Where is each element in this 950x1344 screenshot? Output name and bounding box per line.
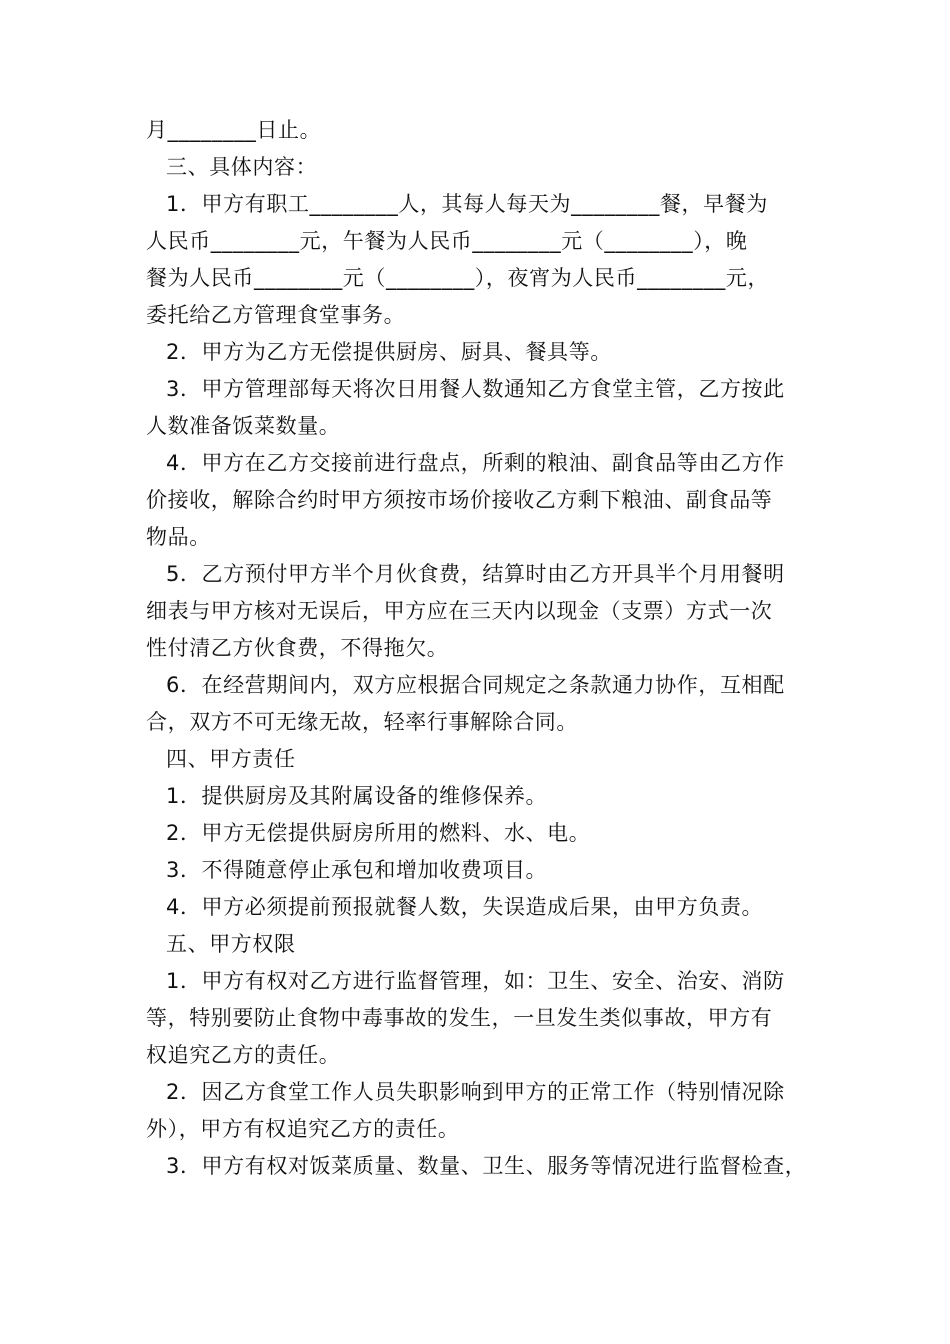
text-line: 3．甲方管理部每天将次日用餐人数通知乙方食堂主管，乙方按此: [166, 377, 785, 401]
text-line: 3．甲方有权对饭菜质量、数量、卫生、服务等情况进行监督检查，: [166, 1154, 807, 1178]
text-line: 1．甲方有职工________人，其每人每天为________餐，早餐为: [166, 192, 768, 216]
text-line: 委托给乙方管理食堂事务。: [146, 303, 406, 327]
text-line: 价接收，解除合约时甲方须按市场价接收乙方剩下粮油、副食品等: [146, 488, 773, 512]
text-line: 等，特别要防止食物中毒事故的发生，一旦发生类似事故，甲方有: [146, 1006, 773, 1030]
text-line: 餐为人民币________元（________），夜宵为人民币________元，: [146, 266, 770, 290]
text-line: 权追究乙方的责任。: [146, 1043, 341, 1067]
text-line: 细表与甲方核对无误后，甲方应在三天内以现金（支票）方式一次: [146, 599, 773, 623]
text-line: 2．甲方无偿提供厨房所用的燃料、水、电。: [166, 821, 591, 845]
text-line: 性付清乙方伙食费，不得拖欠。: [146, 636, 449, 660]
section-heading: 四、甲方责任: [166, 747, 296, 771]
text-line: 4．甲方在乙方交接前进行盘点，所剩的粮油、副食品等由乙方作: [166, 451, 785, 475]
text-line: 1．甲方有权对乙方进行监督管理，如：卫生、安全、治安、消防: [166, 969, 785, 993]
text-line: 人民币________元，午餐为人民币________元（________），晚: [146, 229, 748, 253]
text-line: 合，双方不可无缘无故，轻率行事解除合同。: [146, 710, 578, 734]
text-line: 4．甲方必须提前预报就餐人数，失误造成后果，由甲方负责。: [166, 895, 764, 919]
text-line: 物品。: [146, 525, 211, 549]
text-line: 2．甲方为乙方无偿提供厨房、厨具、餐具等。: [166, 340, 612, 364]
text-line: 5．乙方预付甲方半个月伙食费，结算时由乙方开具半个月用餐明: [166, 562, 785, 586]
text-line: 2．因乙方食堂工作人员失职影响到甲方的正常工作（特别情况除: [166, 1080, 785, 1104]
section-heading: 三、具体内容：: [166, 155, 318, 179]
text-line: 人数准备饭菜数量。: [146, 414, 341, 438]
text-line: 6．在经营期间内，双方应根据合同规定之条款通力协作，互相配: [166, 673, 785, 697]
section-heading: 五、甲方权限: [166, 932, 296, 956]
document-page: [146, 112, 826, 1185]
text-line: 月________日止。: [146, 118, 322, 142]
text-line: 1．提供厨房及其附属设备的维修保养。: [166, 784, 548, 808]
text-line: 3．不得随意停止承包和增加收费项目。: [166, 858, 548, 882]
text-line: 外），甲方有权追究乙方的责任。: [146, 1117, 460, 1141]
